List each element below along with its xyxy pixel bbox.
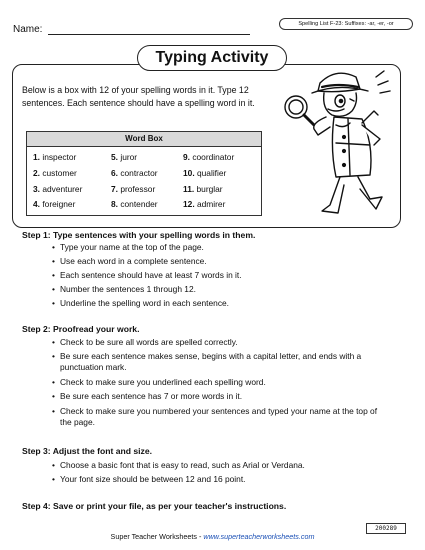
page-title: Typing Activity bbox=[137, 45, 287, 71]
word-item: 10. qualifier bbox=[183, 168, 227, 178]
name-label: Name: bbox=[13, 24, 43, 35]
word-item: 1. inspector bbox=[33, 152, 77, 162]
step-2-bullet: • Be sure each sentence has 7 or more words in it. bbox=[60, 391, 390, 402]
step-4-title: Step 4: Save or print your file, as per your teacher's instructions. bbox=[22, 501, 287, 511]
word-item: 3. adventurer bbox=[33, 184, 83, 194]
step-2-title: Step 2: Proofread your work. bbox=[22, 324, 140, 334]
step-1-bullet: • Type your name at the top of the page. bbox=[60, 242, 390, 253]
footer-link[interactable]: www.superteacherworksheets.com bbox=[203, 532, 315, 541]
step-1-bullet: • Each sentence should have at least 7 words in it. bbox=[60, 270, 390, 281]
worksheet-code: 200289 bbox=[366, 523, 406, 534]
word-item: 12. admirer bbox=[183, 199, 226, 209]
step-2-bullet: • Check to be sure all words are spelled correctly. bbox=[60, 337, 390, 348]
step-2-bullet: • Be sure each sentence makes sense, begins with a capital letter, and ends with a punctuation mark. bbox=[60, 351, 390, 373]
word-item: 8. contender bbox=[111, 199, 158, 209]
step-2-bullet: • Check to make sure you underlined each spelling word. bbox=[60, 377, 390, 388]
word-item: 11. burglar bbox=[183, 184, 223, 194]
step-2-bullet: • Check to make sure you numbered your sentences and typed your name at the top of the page. bbox=[60, 406, 390, 428]
intro-text: Below is a box with 12 of your spelling words in it. Type 12 sentences. Each sentence should have a spelling word in it. bbox=[22, 85, 255, 108]
footer-prefix: Super Teacher Worksheets - bbox=[110, 532, 204, 541]
step-1-title: Step 1: Type sentences with your spelling words in them. bbox=[22, 230, 256, 240]
word-item: 4. foreigner bbox=[33, 199, 76, 209]
step-1-bullet: • Number the sentences 1 through 12. bbox=[60, 284, 390, 295]
step-1-bullet: • Underline the spelling word in each sentence. bbox=[60, 298, 390, 309]
word-box-heading: Word Box bbox=[27, 132, 261, 147]
word-box bbox=[26, 131, 262, 216]
step-3-bullet: • Your font size should be between 12 and 16 point. bbox=[60, 474, 390, 485]
word-item: 5. juror bbox=[111, 152, 138, 162]
word-item: 2. customer bbox=[33, 168, 77, 178]
word-item: 7. professor bbox=[111, 184, 156, 194]
step-3-title: Step 3: Adjust the font and size. bbox=[22, 446, 153, 456]
footer bbox=[0, 532, 425, 541]
step-1-bullet: • Use each word in a complete sentence. bbox=[60, 256, 390, 267]
step-3-bullet: • Choose a basic font that is easy to read, such as Arial or Verdana. bbox=[60, 460, 390, 471]
spelling-list-tag: Spelling List F-23: Suffixes: -ar, -er, -or bbox=[279, 18, 413, 30]
word-item: 9. coordinator bbox=[183, 152, 235, 162]
word-item: 6. contractor bbox=[111, 168, 158, 178]
detective-illustration bbox=[278, 65, 396, 223]
name-line bbox=[48, 34, 250, 35]
